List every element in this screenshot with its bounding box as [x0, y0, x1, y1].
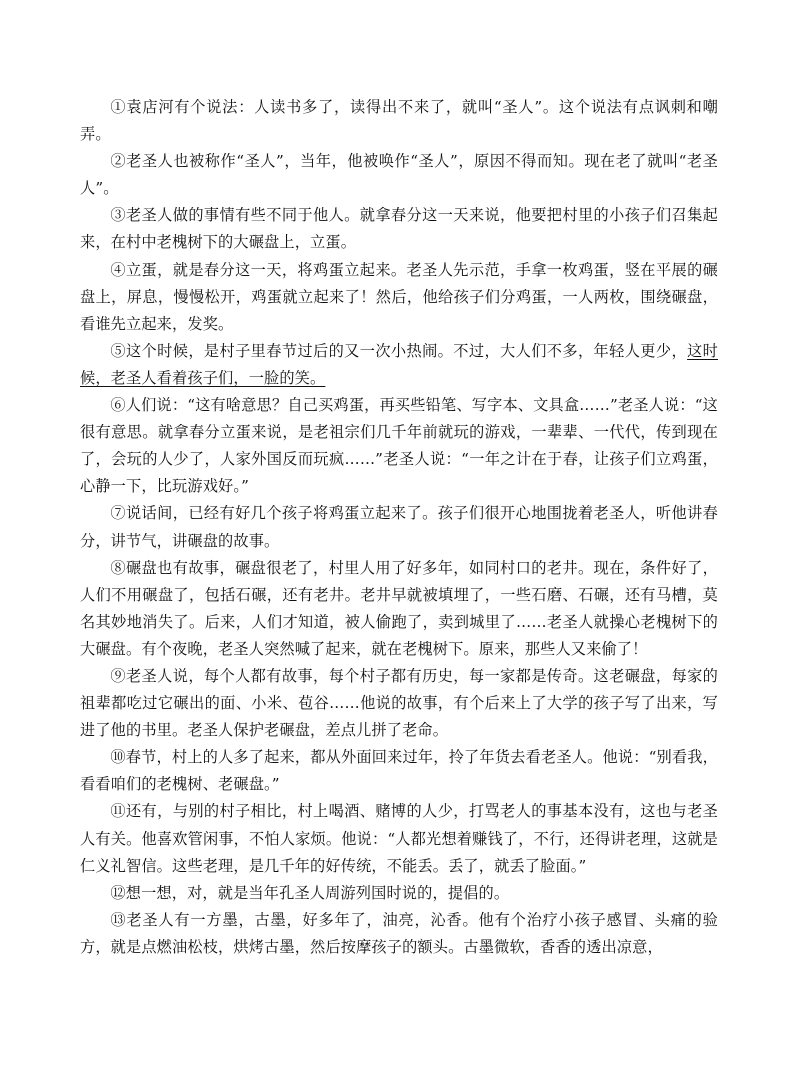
- paragraph-1: ①袁店河有个说法：人读书多了，读得出不来了，就叫“圣人”。这个说法有点讽刺和嘲弄。: [80, 98, 718, 144]
- paragraph-5: [80, 338, 718, 392]
- paragraph-9: ⑨老圣人说，每个人都有故事，每个村子都有历史，每一家都是传奇。这老碾盘，每家的祖辈都吃过它碾出的面、小米、苞谷……他说的故事，有个后来上了大学的孩子写了出来，写进了他的书里。老圣人保护老碾盘，差点儿拼了老命。: [80, 666, 718, 740]
- paragraph-4: ④立蛋，就是春分这一天，将鸡蛋立起来。老圣人先示范，手拿一枚鸡蛋，竖在平展的碾盘上，屏息，慢慢松开，鸡蛋就立起来了！然后，他给孩子们分鸡蛋，一人两枚，围绕碾盘，看谁先立起来，发奖。: [80, 260, 718, 333]
- paragraph-5-text: ⑤这个时候，是村子里春节过后的又一次小热闹。不过，大人们不多，年轻人更少，: [110, 341, 688, 360]
- paragraph-8: ⑧碾盘也有故事，碾盘很老了，村里人用了好多年，如同村口的老井。现在，条件好了，人们不用碾盘了，包括石碾，还有老井。老井早就被填埋了，一些石磨、石碾，还有马槽，莫名其妙地消失了。后来，人们才知道，被人偷跑了，卖到城里了……老圣人就操心老槐树下的大碾盘。有个夜晚，老圣人突然喊了起来，就在老槐树下。原来，那些人又来偷了！: [80, 558, 718, 658]
- paragraph-13: ⑬老圣人有一方墨，古墨，好多年了，油亮，沁香。他有个治疗小孩子感冒、头痛的验方，就是点燃油松枝，烘烤古墨，然后按摩孩子的额头。古墨微软，香香的透出凉意，: [80, 910, 718, 956]
- paragraph-7: ⑦说话间，已经有好几个孩子将鸡蛋立起来了。孩子们很开心地围拢着老圣人，听他讲春分，讲节气，讲碾盘的故事。: [80, 504, 718, 550]
- paragraph-2: ②老圣人也被称作“圣人”，当年，他被唤作“圣人”，原因不得而知。现在老了就叫“老圣人”。: [80, 152, 718, 198]
- underlined-sentence: 这时候，老圣人看着孩子们，一脸的笑。: [80, 341, 718, 387]
- article-body: [80, 94, 718, 961]
- paragraph-10: ⑩春节，村上的人多了起来，都从外面回来过年，拎了年货去看老圣人。他说：“别看我，看看咱们的老槐树、老碾盘。”: [80, 748, 718, 794]
- paragraph-12: ⑫想一想，对，就是当年孔圣人周游列国时说的，提倡的。: [110, 883, 510, 902]
- paragraph-6: ⑥人们说：“这有啥意思？自己买鸡蛋，再买些铅笔、写字本、文具盒……”老圣人说：“这很有意思。就拿春分立蛋来说，是老祖宗们几千年前就玩的游戏，一辈辈、一代代，传到现在了，会玩的人少了，人家外国反而玩疯……”老圣人说：“一年之计在于春，让孩子们立鸡蛋，心静一下，比玩游戏好。”: [80, 396, 718, 496]
- paragraph-11: ⑪还有，与别的村子相比，村上喝酒、赌博的人少，打骂老人的事基本没有，这也与老圣人有关。他喜欢管闲事，不怕人家烦。他说：“人都光想着赚钱了，不行，还得讲老理，这就是仁义礼智信。这些老理，是几千年的好传统，不能丢。丢了，就丢了脸面。”: [80, 802, 718, 875]
- paragraph-3: ③老圣人做的事情有些不同于他人。就拿春分这一天来说，他要把村里的小孩子们召集起来，在村中老槐树下的大碾盘上，立蛋。: [80, 206, 718, 252]
